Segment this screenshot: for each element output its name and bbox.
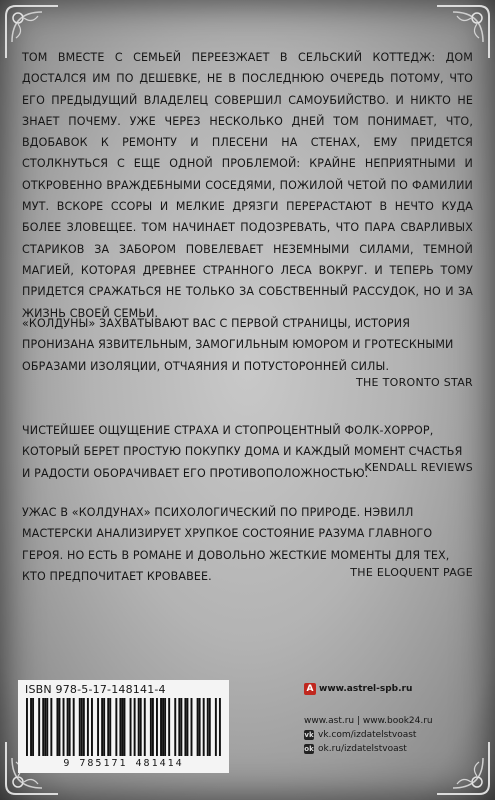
review-source: KENDALL REVIEWS [364, 461, 473, 474]
book-synopsis: ТОМ ВМЕСТЕ С СЕМЬЕЙ ПЕРЕЕЗЖАЕТ В СЕЛЬСКИЙ КОТТЕДЖ: ДОМ ДОСТАЛСЯ ИМ ПО ДЕШЕВКЕ, НЕ В ПОСЛЕДНЮЮ ОЧЕРЕДЬ ПОТОМУ, ЧТО ЕГО ПРЕДЫДУЩИЙ ВЛАДЕЛЕЦ СОВЕРШИЛ САМОУБИЙСТВО. И НИКТО НЕ ЗНАЕТ ПОЧЕМУ. УЖЕ ЧЕРЕЗ НЕСКОЛЬКО ДНЕЙ ТОМ ПОНИМАЕТ, ЧТО, ВДОБАВОК К РЕМОНТУ И ПЛЕСЕНИ НА СТЕНАХ, ЕМУ ПРИДЕТСЯ СТОЛКНУТЬСЯ С ЕЩЕ ОДНОЙ ПРОБЛЕМОЙ: КРАЙНЕ НЕПРИЯТНЫМИ И ОТКРОВЕННО ВРАЖДЕБНЫМИ СОСЕДЯМИ, ПОЖИЛОЙ ЧЕТОЙ ПО ФАМИЛИИ МУТ. ВСКОРЕ ССОРЫ И МЕЛКИЕ ДРЯЗГИ ПЕРЕРАСТАЮТ В НЕЧТО КУДА БОЛЕЕ ЗЛОВЕЩЕЕ. ТОМ НАЧИНАЕТ ПОДОЗРЕВАТЬ, ЧТО ПАРА СВАРЛИВЫХ СТАРИКОВ ЗА ЗАБОРОМ ПОВЕЛЕВАЕТ НЕЗЕМНЫМИ СИЛАМИ, ТЕМНОЙ МАГИЕЙ, КОТОРАЯ ДРЕВНЕЕ СТРАННОГО ЛЕСА ВОКРУГ. И ТЕПЕРЬ ТОМУ ПРИДЕТСЯ СРАЖАТЬСЯ НЕ ТОЛЬКО ЗА СОБСТВЕННЫЙ РАССУДОК, НО И ЗА ЖИЗНЬ СВОЕЙ СЕМЬИ. [22, 51, 473, 320]
link-web[interactable] [304, 714, 433, 728]
review-quote: «КОЛДУНЫ» ЗАХВАТЫВАЮТ ВАС С ПЕРВОЙ СТРАНИЦЫ, ИСТОРИЯ ПРОНИЗАНА ЯЗВИТЕЛЬНЫМ, ЗАМОГИЛЬНЫМ ЮМОРОМ И ГРОТЕСКНЫМИ ОБРАЗАМИ ИЗОЛЯЦИИ, ОТЧАЯНИЯ И ПОТУСТОРОННЕЙ СИЛЫ. [22, 317, 454, 373]
astrel-logo-icon: A [304, 683, 316, 695]
review-quote: УЖАС В «КОЛДУНАХ» ПСИХОЛОГИЧЕСКИЙ ПО ПРИРОДЕ. НЭВИЛЛ МАСТЕРСКИ АНАЛИЗИРУЕТ ХРУПКОЕ СОСТОЯНИЕ РАЗУМА ГЛАВНОГО ГЕРОЯ. НО ЕСТЬ В РОМАНЕ И ДОВОЛЬНО ЖЕСТКИЕ МОМЕНТЫ ДЛЯ ТЕХ, КТО ПРЕДПОЧИТАЕТ КРОВАВЕЕ. [22, 506, 450, 583]
link-text: vk.com/izdatelstvoast [318, 730, 417, 740]
review-quote: ЧИСТЕЙШЕЕ ОЩУЩЕНИЕ СТРАХА И СТОПРОЦЕНТНЫЙ ФОЛК-ХОРРОР, КОТОРЫЙ БЕРЕТ ПРОСТУЮ ПОКУПКУ ДОМА И КАЖДЫЙ МОМЕНТ СЧАСТЬЯ И РАДОСТИ ОБОРАЧИВАЕТ ЕГО ПРОТИВОПОЛОЖНОСТЬЮ. [22, 424, 463, 480]
barcode-icon [26, 698, 221, 756]
vk-icon: vk [304, 731, 314, 739]
corner-ornament-icon [433, 738, 493, 798]
publisher-site-url: www.astrel-spb.ru [319, 684, 413, 694]
isbn-barcode-block [18, 680, 229, 773]
link-text: www.ast.ru | www.book24.ru [304, 716, 433, 726]
link-vk[interactable] [304, 728, 433, 742]
ok-icon: ok [304, 745, 314, 753]
review-source: THE ELOQUENT PAGE [350, 566, 473, 579]
publisher-site[interactable] [304, 683, 412, 695]
link-ok[interactable] [304, 742, 433, 756]
publisher-links [304, 714, 433, 756]
isbn-label: ISBN 978-5-17-148141-4 [25, 683, 166, 696]
barcode-digits: 9 785171 481414 [63, 758, 184, 769]
link-text: ok.ru/izdatelstvoast [318, 744, 407, 754]
review-source: THE TORONTO STAR [355, 376, 473, 389]
